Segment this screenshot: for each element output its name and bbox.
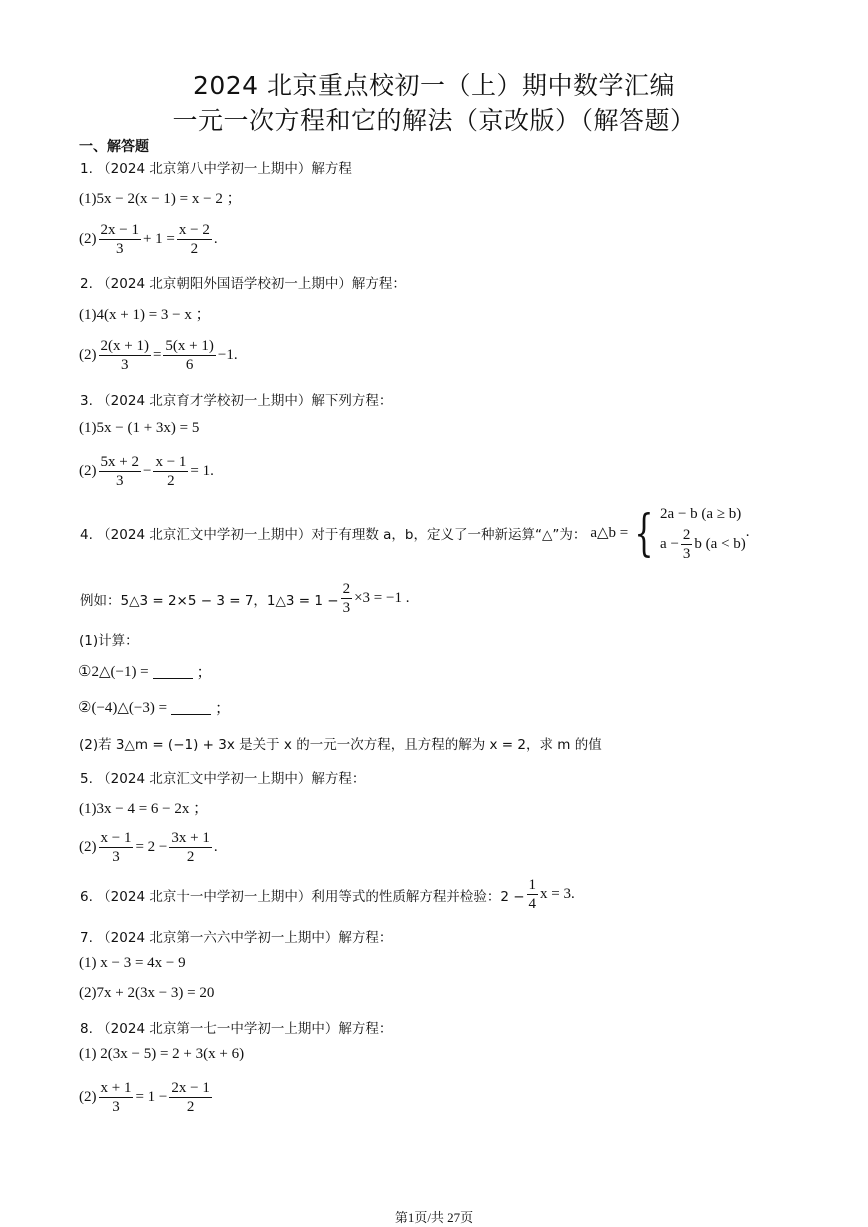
operator: =: [152, 347, 162, 363]
piecewise-cases: [660, 502, 746, 563]
operator: + 1 =: [142, 231, 175, 247]
problem-7-part-1: (1) x − 3 = 4x − 9: [79, 955, 186, 971]
fraction: $\frac{2(x + 1)}{3}$: [100, 338, 149, 373]
problem-7-heading: 7. （2024 北京第一六六中学初一上期中）解方程：: [80, 930, 393, 946]
problem-5-part-2: [79, 829, 218, 866]
problem-2-part-2: [79, 337, 238, 374]
left-brace: {: [634, 503, 654, 562]
problem-4-q2: (2)若 3△m = (−1) + 3x 是关于 x 的一元一次方程，且方程的解为 x = 2，求 m 的值: [79, 737, 602, 753]
fraction: $\frac{2}{3}$: [682, 527, 691, 562]
fraction: $\frac{x - 1}{2}$: [155, 454, 187, 489]
problem-5-part-1: (1)3x − 4 = 6 − 2x ；: [79, 801, 209, 817]
fraction: $\frac{x - 2}{2}$: [178, 222, 210, 257]
fraction: $\frac{5x + 2}{3}$: [100, 454, 139, 489]
problem-2-part-1: (1)4(x + 1) = 3 − x ；: [79, 307, 211, 323]
fraction: $\frac{x - 1}{3}$: [100, 830, 132, 865]
equation-end: −1.: [217, 347, 238, 363]
problem-6-heading: 6. （2024 北京十一中学初一上期中）利用等式的性质解方程并检验：2 − $\frac{1}{4}$ x = 3.: [80, 877, 575, 912]
definition-end: .: [745, 524, 750, 540]
problem-text: 4. （2024 北京汇文中学初一上期中）对于有理数 a，b，定义了一种新运算“△”为：: [80, 526, 587, 543]
problem-1-heading: 1. （2024 北京第八中学初一上期中）解方程: [80, 161, 352, 177]
fraction: $\frac{2x - 1}{2}$: [171, 1080, 210, 1115]
problem-8-heading: 8. （2024 北京第一七一中学初一上期中）解方程：: [80, 1021, 393, 1037]
problem-1-part-2: [79, 221, 218, 258]
problem-1-part-1: (1)5x − 2(x − 1) = x − 2 ；: [79, 191, 242, 207]
problem-8-part-2: [79, 1079, 214, 1116]
answer-blank[interactable]: [153, 664, 193, 679]
equation-end: .: [213, 231, 218, 247]
equation-end: = 1.: [190, 463, 214, 479]
operator: = 1 −: [135, 1089, 168, 1105]
definition-lhs: a△b =: [590, 525, 629, 541]
problem-7-part-2: (2)7x + 2(3x − 3) = 20: [79, 985, 215, 1001]
problem-2-heading: 2. （2024 北京朝阳外国语学校初一上期中）解方程：: [80, 276, 406, 292]
part-label: (2): [79, 347, 97, 363]
operator: −: [142, 463, 152, 479]
fraction: $\frac{3x + 1}{2}$: [171, 830, 210, 865]
problem-4-q1: (1)计算：: [79, 633, 139, 649]
section-heading: 一、解答题: [79, 139, 149, 155]
case-1: 2a − b (a ≥ b): [660, 506, 742, 522]
fraction: $\frac{2}{3}$: [342, 581, 351, 616]
equation-end: .: [213, 839, 218, 855]
page-title: 2024 北京重点校初一（上）期中数学汇编: [192, 71, 676, 100]
problem-3-heading: 3. （2024 北京育才学校初一上期中）解下列方程：: [80, 393, 393, 409]
problem-8-part-1: (1) 2(3x − 5) = 2 + 3(x + 6): [79, 1046, 245, 1062]
part-label: (2): [79, 463, 97, 479]
part-label: (2): [79, 839, 97, 855]
case-2: a − $\frac{2}{3}$ b (a < b): [660, 527, 746, 562]
part-label: (2): [79, 1089, 97, 1105]
fraction: $\frac{5(x + 1)}{6}$: [165, 338, 214, 373]
page-subtitle: 一元一次方程和它的解法（京改版）（解答题）: [172, 106, 696, 135]
problem-4-example: 例如：5△3 = 2×5 − 3 = 7，1△3 = 1 − $\frac{2}{3}$ ×3 = −1 .: [80, 581, 410, 616]
answer-blank[interactable]: [171, 700, 211, 715]
fraction: $\frac{1}{4}$: [528, 877, 537, 912]
problem-4-heading: [80, 502, 750, 563]
page-footer: 第1页/共 27页: [394, 1210, 474, 1225]
part-label: (2): [79, 231, 97, 247]
problem-5-heading: 5. （2024 北京汇文中学初一上期中）解方程：: [80, 771, 366, 787]
problem-3-part-1: (1)5x − (1 + 3x) = 5: [79, 420, 200, 436]
problem-4-q1a: ①2△(−1) = ；: [78, 664, 212, 681]
fraction: $\frac{x + 1}{3}$: [100, 1080, 132, 1115]
problem-3-part-2: [79, 453, 214, 490]
problem-4-q1b: ②(−4)△(−3) = ；: [78, 700, 231, 717]
operator: = 2 −: [135, 839, 168, 855]
fraction: $\frac{2x - 1}{3}$: [100, 222, 139, 257]
